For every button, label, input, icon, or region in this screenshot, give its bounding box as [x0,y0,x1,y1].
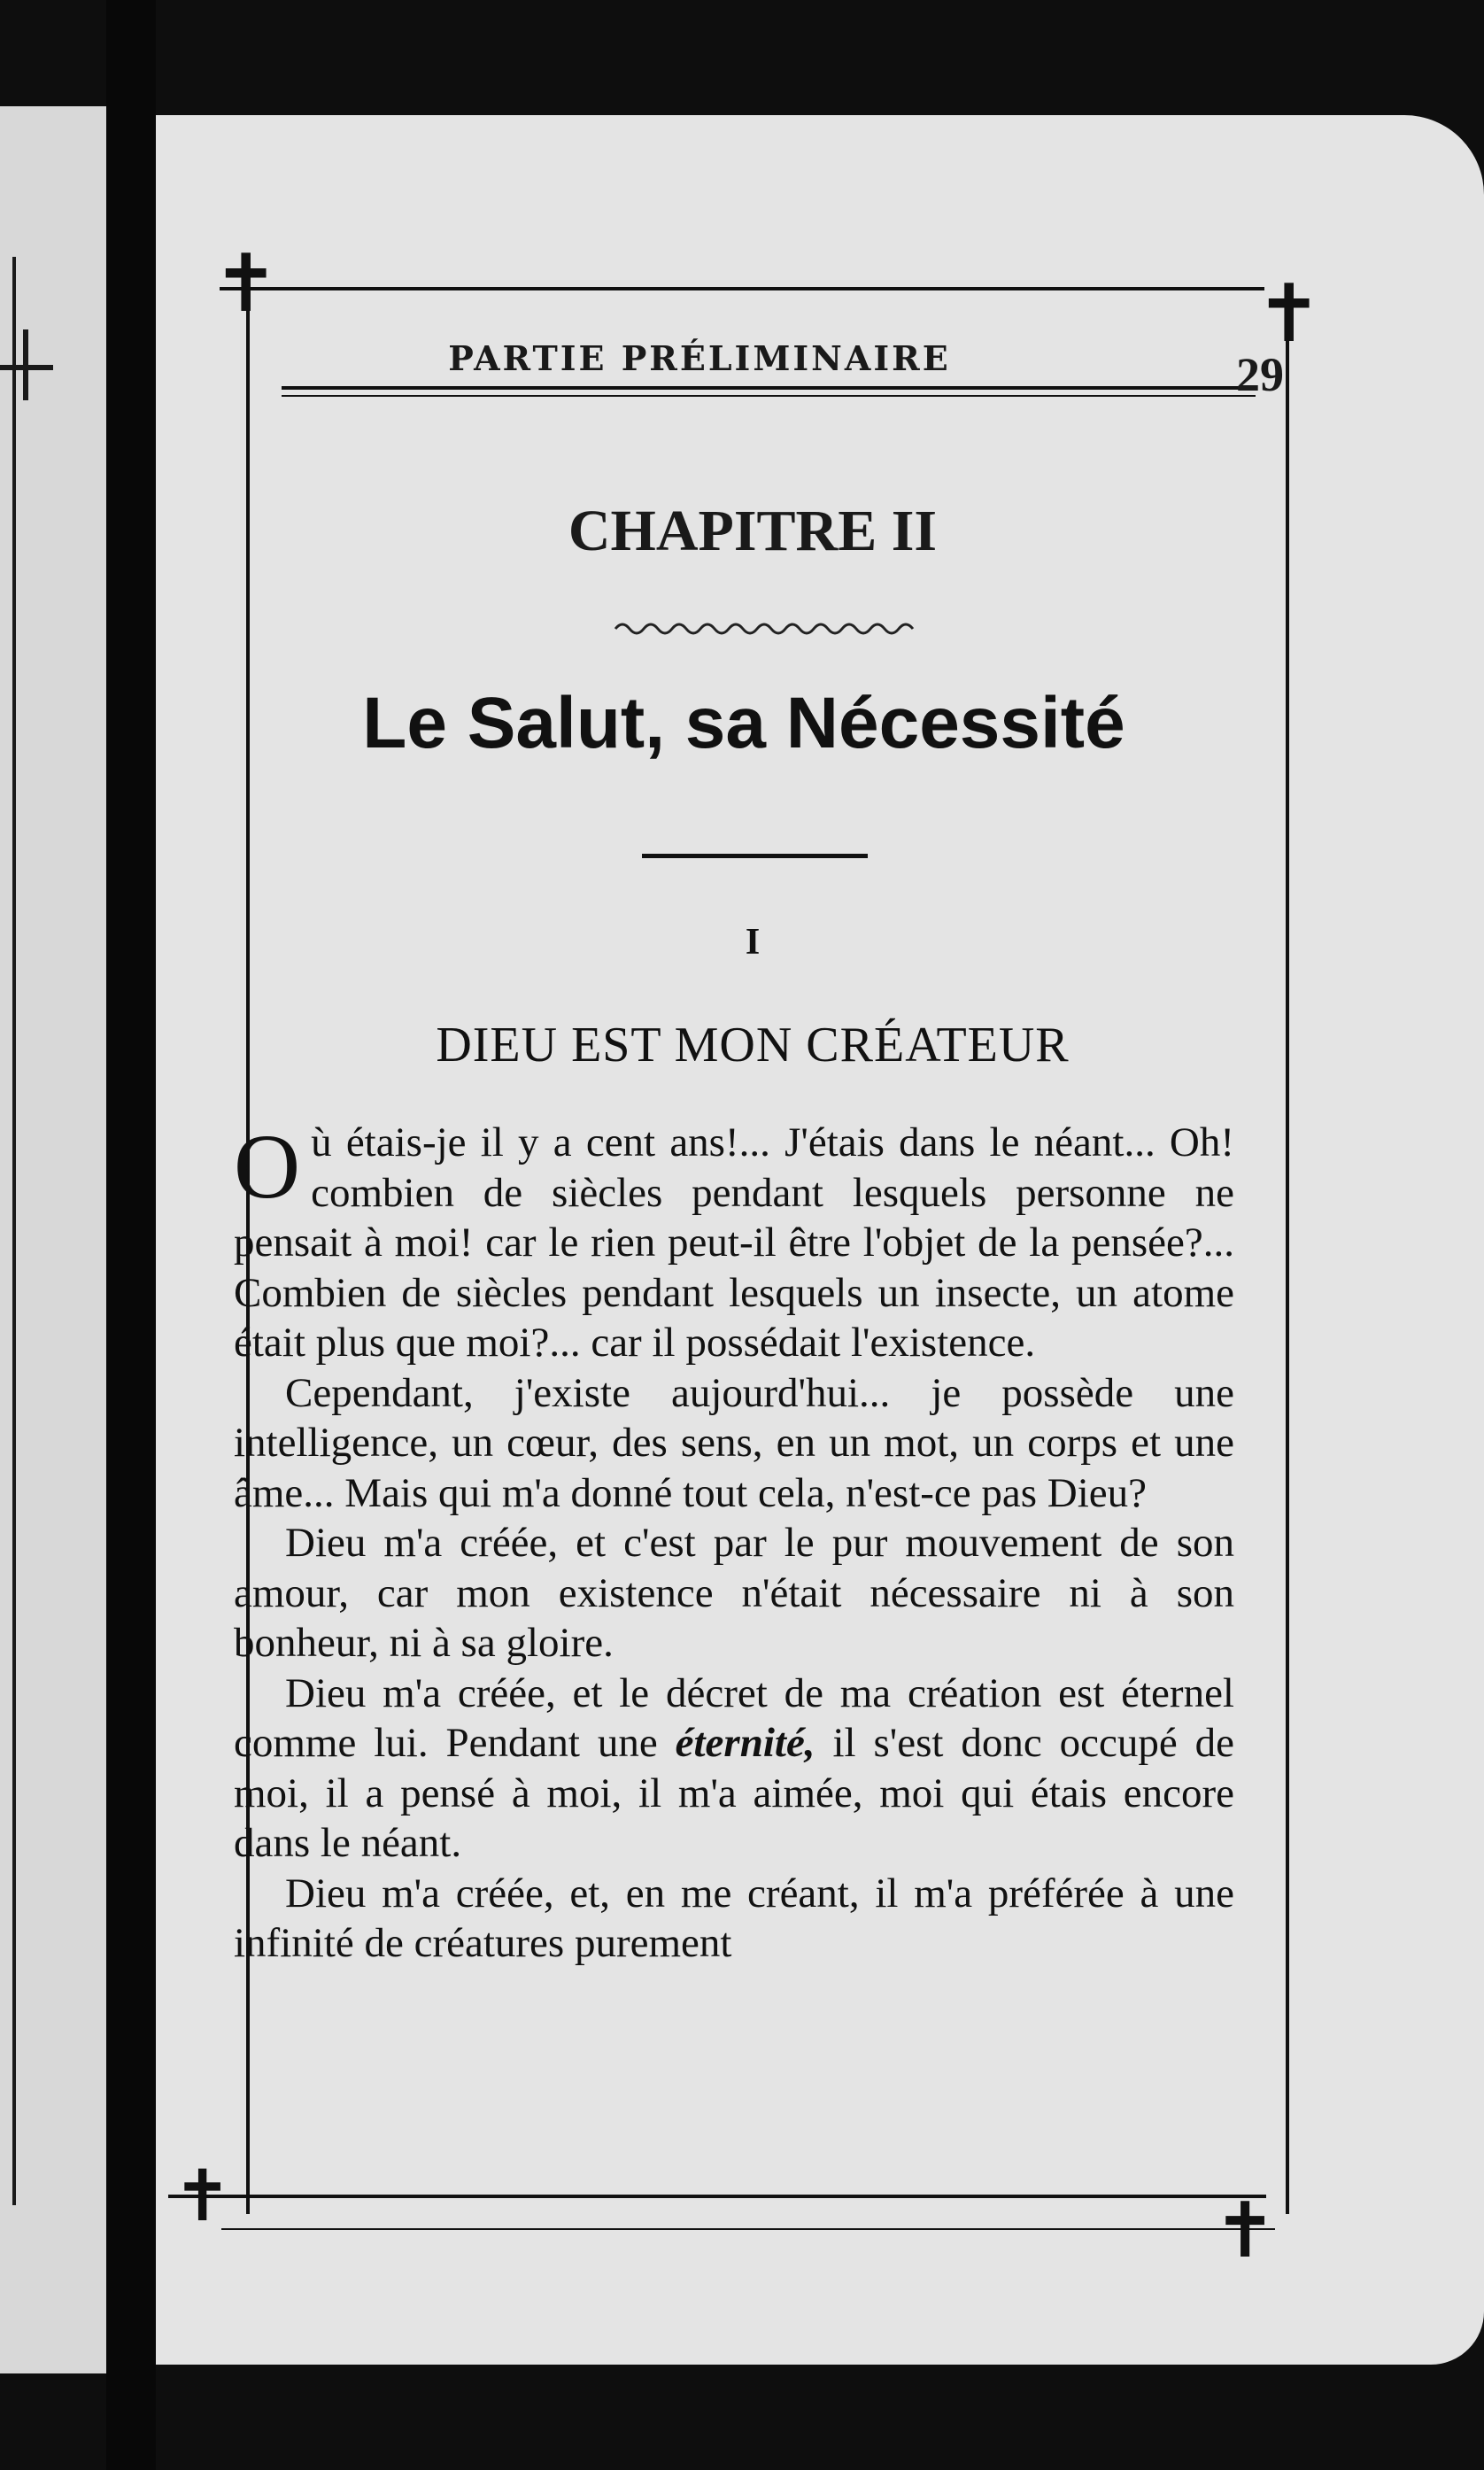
paragraph [234,1669,1234,1869]
frame-bottom-rule [168,2195,1266,2198]
chapter-label: CHAPITRE II [568,499,938,563]
squiggle-ornament [611,611,921,647]
frame-top-rule [220,287,1264,290]
book-gutter [106,0,156,2470]
frame-bottom-rule-outer [221,2228,1275,2230]
frame-right-rule [1286,301,1289,2214]
section-title: DIEU EST MON CRÉATEUR [436,1018,1070,1072]
adjacent-page-frame-line [12,257,16,2205]
paragraph: Dieu m'a créée, et c'est par le pur mouvement de son amour, car mon existence n'était nécessaire ni à son bonheur, ni à sa gloire. [234,1520,1234,1666]
chapter-title: Le Salut, sa Nécessité [362,683,1125,763]
section-number: I [745,922,761,963]
paragraph-text: Dieu m'a créée, et le décret de ma création est éternel comme lui. Pendant une [234,1669,1234,1766]
paragraph: Cependant, j'existe aujourd'hui... je possède une intelligence, un cœur, des sens, en un mot, un corps et une âme... Mais qui m'a donné tout cela, n'est-ce pas Dieu? [234,1369,1234,1516]
cross-ornament-icon: ✝ [1213,2187,1278,2275]
page-number: 29 [1236,348,1284,401]
paragraph [234,1118,1234,1368]
emphasized-word: éternité, [675,1720,815,1766]
adjacent-page-edge [0,106,106,2373]
adjacent-page-cross-ornament-stem [23,329,28,400]
drop-cap: O [234,1116,301,1218]
body-text [234,1118,1234,1969]
cross-ornament-icon: ✝ [173,2155,233,2237]
running-head: PARTIE PRÉLIMINAIRE [448,338,951,378]
cross-ornament-icon: ✝ [213,237,280,330]
cross-ornament-icon: ✝ [1256,267,1323,360]
frame-header-rule [282,386,1256,390]
paragraph: Dieu m'a créée, et, en me créant, il m'a préférée à une infinité de créatures purement [234,1870,1234,1966]
paragraph-text: il s'est donc occupé de moi, il a pensé à moi, il m'a aimée, moi qui étais encore dans le néant. [234,1720,1234,1866]
paragraph-text: ù étais-je il y a cent ans!... J'étais dans le néant... Oh! combien de siècles pendant lesquels personne ne pensait à moi! car le rien peut-il être l'objet de la pensée?... Combien de siècles pendant lesquels un insecte, un atome était plus que moi?... car il possédait l'existence. [234,1119,1234,1366]
title-divider [642,854,868,858]
frame-header-rule-thin [282,395,1256,397]
